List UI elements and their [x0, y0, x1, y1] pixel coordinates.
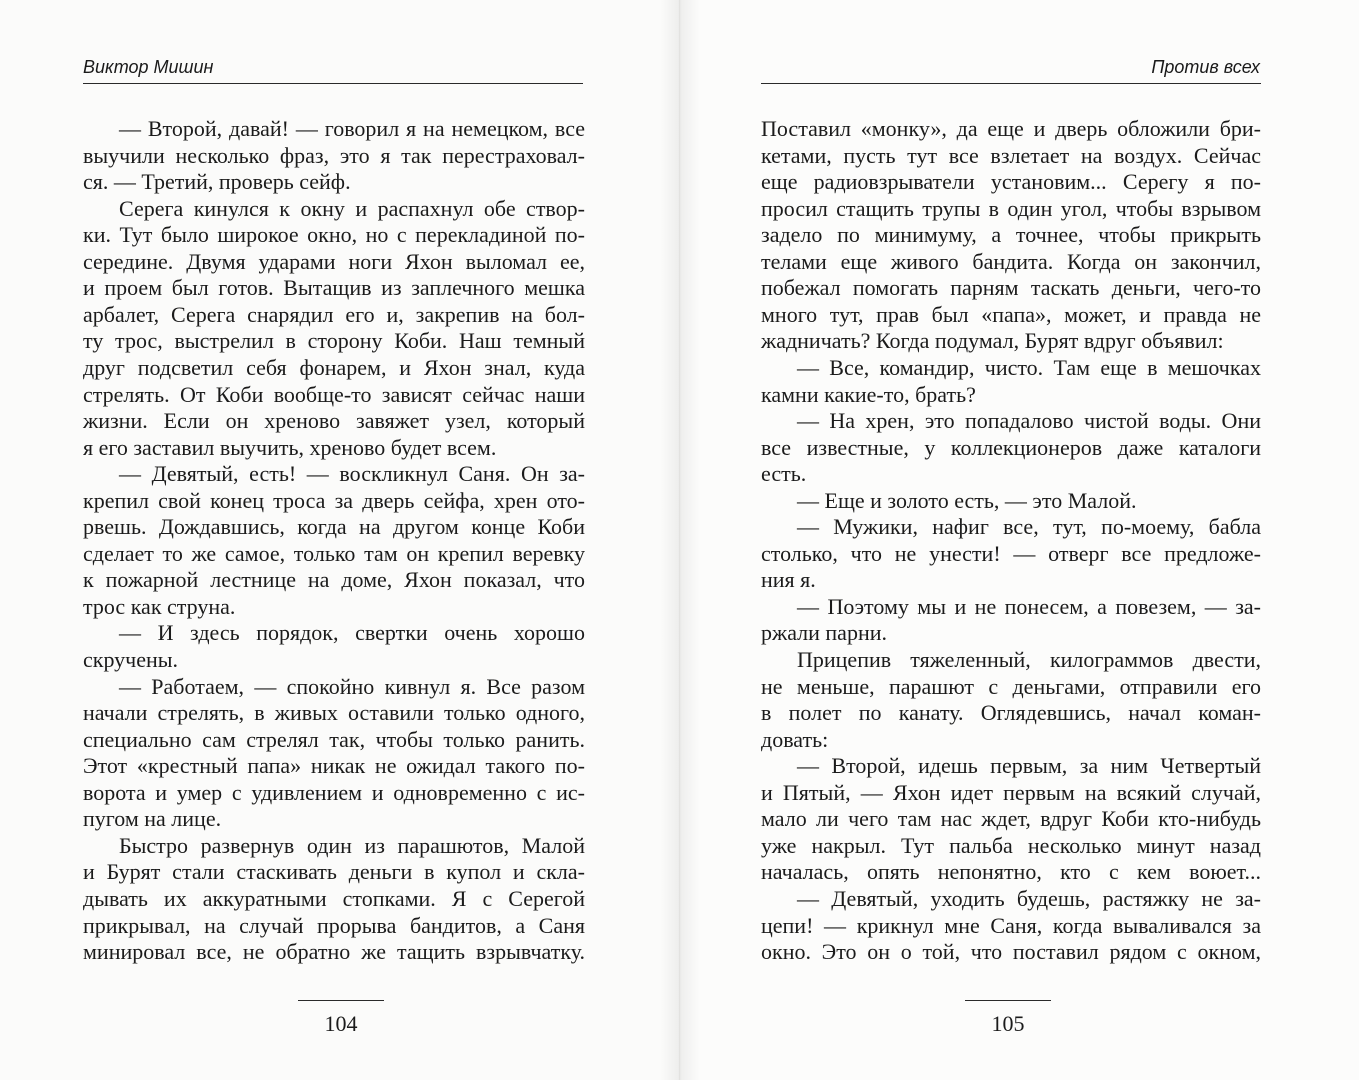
text-line: в полет по канату. Оглядевшись, начал коман- — [761, 700, 1261, 726]
text-line: уже накрыл. Тут пальба несколько минут назад — [761, 832, 1261, 858]
text-line: окно. Это он о той, что поставил рядом с окном, — [761, 939, 1261, 965]
text-line: прикрывал, на случай прорыва бандитов, а Саня — [83, 912, 585, 938]
text-line: — И здесь порядок, свертки очень хорошо — [119, 620, 585, 646]
text-line: выучили несколько фраз, это я так перестраховал- — [83, 142, 585, 168]
text-line: ту трос, выстрелил в сторону Коби. Наш темный — [83, 328, 585, 354]
page-number: 105 — [991, 1011, 1025, 1036]
text-line: середине. Двумя ударами ноги Яхон выломал ее, — [83, 248, 585, 274]
text-line: ржали парни. — [761, 620, 887, 646]
text-line: — Мужики, нафиг все, тут, по-моему, бабла — [797, 514, 1261, 540]
text-line: скручены. — [83, 647, 179, 672]
text-line: ки. Тут было широкое окно, но с перекладиной по- — [83, 222, 585, 248]
text-line: — Девятый, есть! — воскликнул Саня. Он за- — [119, 461, 585, 487]
text-line: еще радиовзрыватели установим... Серегу я по- — [761, 169, 1261, 195]
running-head-author: Виктор Мишин — [83, 57, 214, 77]
text-line: к пожарной лестнице на доме, Яхон показал, что — [83, 567, 585, 593]
text-line: трос как струна. — [83, 593, 236, 619]
text-line: столько, что не унести! — отверг все предложе- — [761, 540, 1261, 566]
text-line: Поставил «монку», да еще и дверь обложили бри- — [761, 116, 1261, 141]
text-line: побежал помогать парням таскать деньги, чего-то — [761, 275, 1261, 301]
text-line: — Второй, идешь первым, за ним Четвертый — [797, 753, 1261, 779]
text-line: — Все, командир, чисто. Там еще в мешочках — [797, 354, 1261, 380]
text-line: камни какие-то, брать? — [761, 381, 976, 407]
text-line: рвешь. Дождавшись, когда на другом конце Коби — [83, 514, 585, 540]
text-line: задело по минимуму, а точнее, чтобы прикрыть — [761, 222, 1261, 248]
text-line: началась, опять непонятно, кто с кем воюет... — [761, 859, 1261, 885]
text-line: дывать их аккуратными стопками. Я с Серегой — [83, 885, 585, 911]
right-page — [680, 0, 1359, 1080]
text-line: арбалет, Серега снарядил его и, закрепив на бол- — [83, 301, 585, 327]
text-line: сделает то же самое, только там он крепил веревку — [83, 540, 585, 566]
text-line: телами еще живого бандита. Когда он закончил, — [761, 248, 1261, 274]
text-line: минировал все, не обратно же тащить взрывчатку. — [83, 939, 585, 965]
text-line: и проем был готов. Вытащив из заплечного мешка — [83, 275, 585, 301]
text-line: много тут, прав был «папа», может, и правда не — [761, 301, 1261, 327]
text-line: друг подсветил себя фонарем, и Яхон знал, куда — [83, 354, 585, 380]
text-line: цепи! — крикнул мне Саня, когда вываливался за — [761, 912, 1261, 938]
running-head-title: Против всех — [1151, 57, 1260, 77]
text-line: Быстро развернув один из парашютов, Малой — [119, 832, 585, 858]
page-number: 104 — [324, 1011, 358, 1036]
text-line: Этот «крестный папа» никак не ожидал такого по- — [83, 753, 585, 779]
text-line: пугом на лице. — [83, 806, 222, 832]
text-line: ния я. — [761, 567, 816, 593]
text-line: я его заставил выучить, хреново будет всем. — [83, 434, 497, 460]
header-rule — [83, 83, 583, 84]
text-line: — Еще и золото есть, — это Малой. — [797, 487, 1137, 513]
text-line: есть. — [761, 461, 807, 487]
text-line: Серега кинулся к окну и распахнул обе створ- — [119, 195, 585, 221]
book-gutter — [660, 0, 700, 1080]
text-line: довать: — [761, 726, 829, 752]
text-line: — Работаем, — спокойно кивнул я. Все разом — [119, 673, 585, 699]
text-line: начали стрелять, в живых оставили только одного, — [83, 700, 585, 726]
text-line: Прицепив тяжеленный, килограммов двести, — [797, 647, 1261, 672]
text-line: все известные, у коллекционеров даже каталоги — [761, 434, 1261, 460]
left-page — [0, 0, 679, 1080]
text-line: — На хрен, это попадалово чистой воды. Они — [797, 408, 1261, 434]
text-line: — Второй, давай! — говорил я на немецком, все — [119, 116, 585, 141]
text-line: мало ли чего там нас ждет, вдруг Коби кто-нибудь — [761, 806, 1261, 832]
text-line: специально сам стрелял так, чтобы только ранить. — [83, 726, 585, 752]
text-line: ся. — Третий, проверь сейф. — [83, 169, 351, 195]
header-rule — [761, 83, 1261, 84]
footer-rule — [965, 1000, 1051, 1001]
text-line: и Бурят стали стаскивать деньги в купол и скла- — [83, 859, 585, 885]
text-line: — Девятый, уходить будешь, растяжку не за- — [797, 885, 1261, 911]
text-line: ворота и умер с удивлением и одновременно с ис- — [83, 779, 585, 805]
text-line: кетами, пусть тут все взлетает на воздух. Сейчас — [761, 142, 1261, 168]
text-line: просил стащить трупы в один угол, чтобы взрывом — [761, 195, 1261, 221]
text-line: не меньше, парашют с деньгами, отправили его — [761, 673, 1261, 699]
text-line: жадничать? Когда подумал, Бурят вдруг объявил: — [761, 328, 1224, 354]
text-line: — Поэтому мы и не понесем, а повезем, — за- — [797, 593, 1261, 619]
text-line: крепил свой конец троса за дверь сейфа, хрен ото- — [83, 487, 585, 513]
footer-rule — [298, 1000, 384, 1001]
text-line: и Пятый, — Яхон идет первым на всякий случай, — [761, 779, 1261, 805]
text-line: жизни. Если он хреново завяжет узел, который — [83, 408, 585, 434]
text-line: стрелять. От Коби вообще-то зависят сейчас наши — [83, 381, 585, 407]
